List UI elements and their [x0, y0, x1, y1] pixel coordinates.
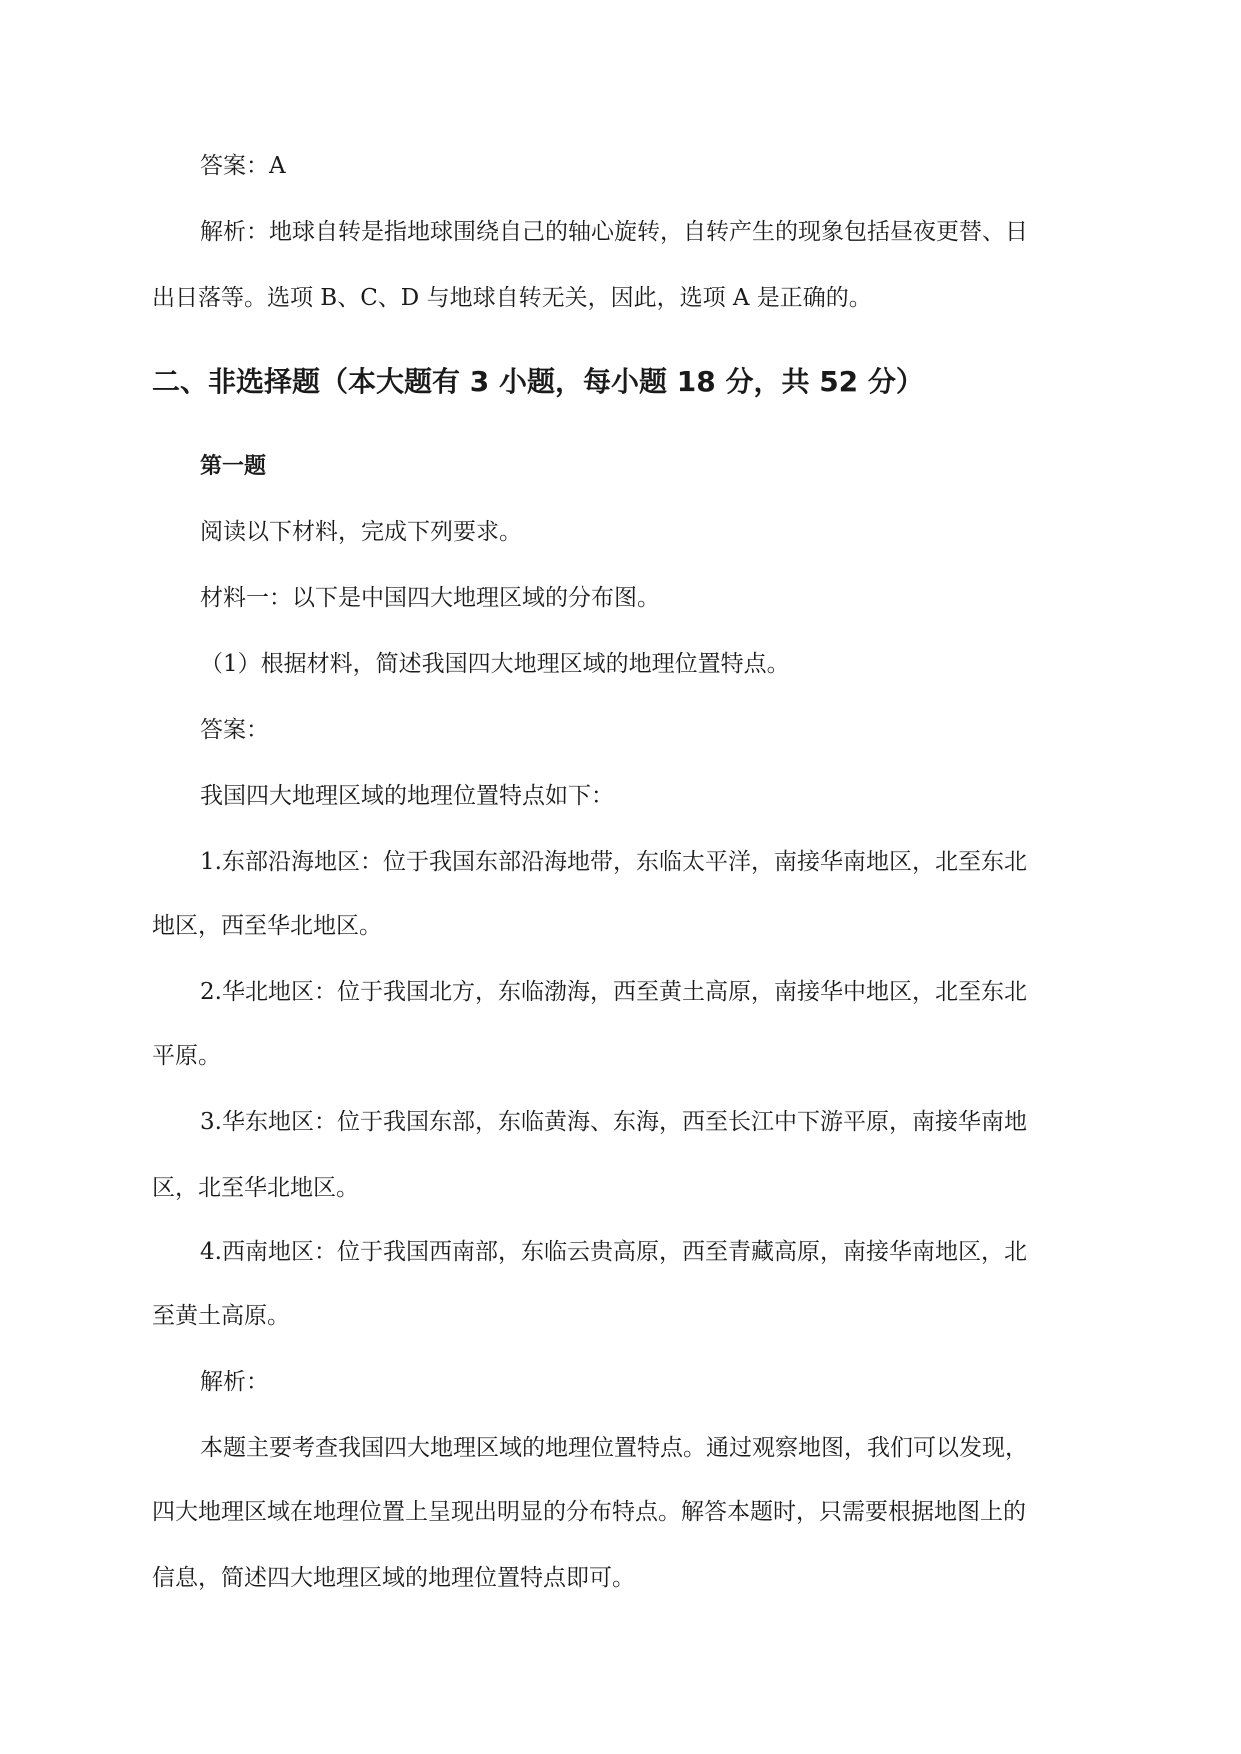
analysis-label: 解析：	[200, 1369, 269, 1395]
answer-item-1-line-2: 地区，西至华北地区。	[152, 913, 382, 939]
answer-item-2-line-2: 平原。	[152, 1043, 221, 1069]
analysis-line-1: 本题主要考查我国四大地理区域的地理位置特点。通过观察地图，我们可以发现，	[200, 1435, 1028, 1461]
answer-item-4-line-1: 4.西南地区：位于我国西南部，东临云贵高原，西至青藏高原，南接华南地区，北	[200, 1239, 1027, 1265]
prev-answer: 答案：A	[200, 153, 286, 179]
section-title: 二、非选择题（本大题有 3 小题，每小题 18 分，共 52 分）	[152, 365, 924, 398]
question-prompt: （1）根据材料，简述我国四大地理区域的地理位置特点。	[200, 651, 790, 677]
question-material: 材料一：以下是中国四大地理区域的分布图。	[200, 585, 660, 611]
question-title: 第一题	[200, 454, 267, 479]
answer-item-3-line-1: 3.华东地区：位于我国东部，东临黄海、东海，西至长江中下游平原，南接华南地	[200, 1109, 1027, 1135]
question-intro: 阅读以下材料，完成下列要求。	[200, 519, 522, 545]
answer-intro: 我国四大地理区域的地理位置特点如下：	[200, 783, 614, 809]
analysis-line-2: 四大地理区域在地理位置上呈现出明显的分布特点。解答本题时，只需要根据地图上的	[152, 1499, 1026, 1525]
prev-analysis-line-1: 解析：地球自转是指地球围绕自己的轴心旋转，自转产生的现象包括昼夜更替、日	[200, 219, 1028, 245]
answer-item-4-line-2: 至黄土高原。	[152, 1303, 290, 1329]
prev-analysis-line-2: 出日落等。选项 B、C、D 与地球自转无关，因此，选项 A 是正确的。	[152, 285, 872, 311]
answer-item-1-line-1: 1.东部沿海地区：位于我国东部沿海地带，东临太平洋，南接华南地区，北至东北	[200, 849, 1027, 875]
answer-item-3-line-2: 区，北至华北地区。	[152, 1175, 359, 1201]
answer-item-2-line-1: 2.华北地区：位于我国北方，东临渤海，西至黄土高原，南接华中地区，北至东北	[200, 979, 1027, 1005]
analysis-line-3: 信息，简述四大地理区域的地理位置特点即可。	[152, 1565, 635, 1591]
answer-label: 答案：	[200, 717, 269, 743]
